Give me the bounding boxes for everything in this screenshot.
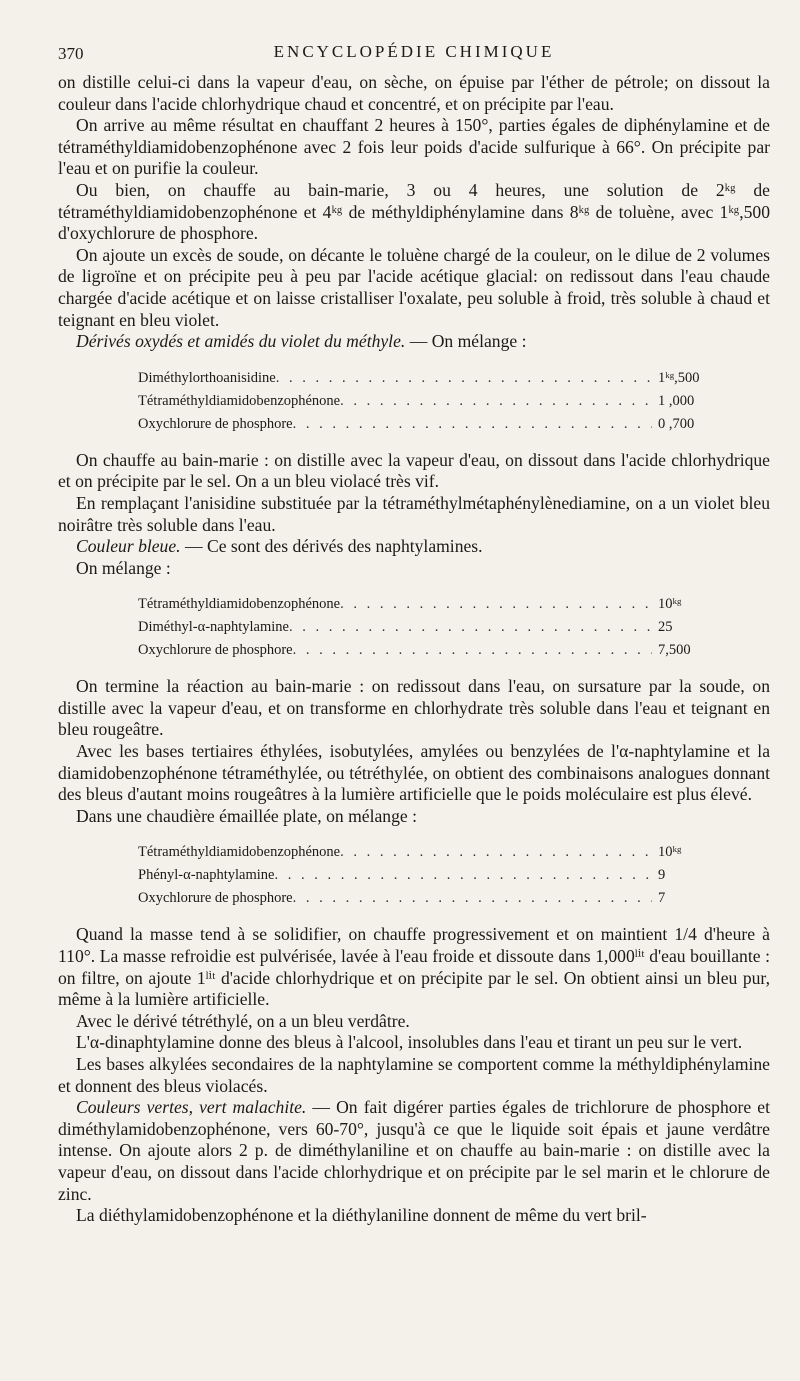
ingredient-name: Tétraméthyldiamidobenzophénone [138,596,341,613]
recipe-row [138,864,738,887]
paragraph: On termine la réaction au bain-marie : on redissout dans l'eau, on sursature par la soude, on distille avec la vapeur d'eau, et on transforme en chlorhydrate très soluble dans l'eau et teignant en bleu rougeâtre. [58,676,770,740]
leader-dots [340,593,652,616]
ingredient-quantity: 0 ,700 [658,415,695,432]
ingredient-name: Oxychlorure de phosphore [138,890,293,907]
section-heading-oxydes: Dérivés oxydés et amidés du violet du méthyle. — On mélange : [76,331,527,352]
running-title: ENCYCLOPÉDIE CHIMIQUE [273,42,555,61]
paragraph: Ou bien, on chauffe au bain-marie, 3 ou 4 heures, une solution de 2ᵏᵍ de tétraméthyldiamidobenzophénone et 4ᵏᵍ de méthyldiphénylamine dans 8ᵏᵍ de toluène, avec 1ᵏᵍ,500 d'oxychlorure de phosphore. [58,179,770,244]
mix-intro: On mélange : [76,557,171,578]
leader-dots [274,864,652,887]
section-heading-bleue: Couleur bleue. — Ce sont des dérivés des naphtylamines. [76,536,483,557]
leader-dots [293,413,652,436]
paragraph: on distille celui-ci dans la vapeur d'eau, on sèche, on épuise par l'éther de pétrole; on dissout la couleur dans l'acide chlorhydrique chaud et concentré, et on précipite par l'eau. [58,72,770,114]
leader-dots [276,367,652,390]
paragraph: L'α-dinaphtylamine donne des bleus à l'alcool, insolubles dans l'eau et tirant un peu sur le vert. [76,1032,743,1053]
ingredient-name: Tétraméthyldiamidobenzophénone [138,844,341,861]
paragraph-group-e [58,1205,770,1227]
recipe-row [138,841,738,864]
paragraph: Avec les bases tertiaires éthylées, isobutylées, amylées ou benzylées de l'α-naphtylamine et la diamidobenzophénone tétraméthylée, ou tétréthylée, on obtient des combinaisons analogues donnant des bleus d'autant moins rougeâtres à la lumière artificielle que le poids moléculaire est plus élevé. [58,741,770,805]
paragraph: En remplaçant l'anisidine substituée par la tétraméthylmétaphénylènediamine, on a un violet bleu noirâtre très soluble dans l'eau. [58,492,770,535]
paragraph-group-a [58,72,770,331]
ingredient-name: Diméthylorthoanisidine [138,369,276,386]
ingredient-name: Phényl-α-naphtylamine [138,867,275,884]
paragraph: On ajoute un excès de soude, on décante le toluène chargé de la couleur, on le dilue de 2 volumes de ligroïne et on précipite peu à peu par l'acide acétique glacial: on redissout dans l'eau chaude chargée d'acide acétique et on laisse cristalliser l'oxalate, peu soluble à froid, très soluble à chaud et teignant en bleu violet. [58,244,770,330]
paragraph: On arrive au même résultat en chauffant 2 heures à 150°, parties égales de diphénylamine et de tétraméthyldiamidobenzophénone avec 2 fois leur poids d'acide sulfurique à 66°. On précipite par l'eau et on purifie la couleur. [58,115,770,179]
ingredient-quantity: 1ᵏᵍ,500 [658,369,700,386]
recipe-table-1 [138,367,738,436]
body-text-2 [58,450,770,580]
recipe-table-2 [138,593,738,662]
leader-dots [340,841,652,864]
page-number: 370 [58,44,84,63]
ingredient-quantity: 9 [658,867,666,884]
section-heading-vertes: Couleurs vertes, vert malachite. — On fait digérer parties égales de trichlorure de phosphore et diméthylamidobenzophénone, vers 60-70°, jusqu'à ce que le liquide soit épais et jaune verdâtre intense. On ajoute alors 2 p. de diméthylaniline et on chauffe au bain-marie : on distille avec la vapeur d'eau, on dissout dans l'acide chlorhydrique et on précipite par le sel marin et le chlorure de zinc. [58,1097,770,1204]
paragraph: Avec le dérivé tétréthylé, on a un bleu verdâtre. [76,1010,410,1031]
paragraph: On chauffe au bain-marie : on distille avec la vapeur d'eau, on dissout dans l'acide chlorhydrique et on précipite par le sel. On a un bleu violacé très vif. [58,449,770,492]
paragraph: Dans une chaudière émaillée plate, on mélange : [76,805,417,826]
ingredient-quantity: 7 [658,890,666,907]
leader-dots [340,390,652,413]
paragraph-group-b [58,450,770,536]
recipe-row [138,593,738,616]
recipe-row [138,413,738,436]
body-text [58,72,770,353]
recipe-row [138,639,738,662]
paragraph: Quand la masse tend à se solidifier, on chauffe progressivement et on maintient 1/4 d'heure à 110°. La masse refroidie est pulvérisée, lavée à l'eau froide et dissoute dans 1,000ˡⁱᵗ d'eau bouillante : on filtre, on ajoute 1ˡⁱᵗ d'acide chlorhydrique et on précipite par le sel. On obtient ainsi un bleu pur, même à la lumière artificielle. [58,924,770,1010]
ingredient-name: Oxychlorure de phosphore [138,415,293,432]
leader-dots [293,639,652,662]
leader-dots [293,887,652,910]
paragraph-group-c [58,676,770,827]
recipe-row [138,367,738,390]
recipe-row [138,616,738,639]
ingredient-quantity: 25 [658,619,673,636]
leader-dots [289,616,652,639]
ingredient-name: Diméthyl-α-naphtylamine [138,619,289,636]
paragraph: Les bases alkylées secondaires de la naphtylamine se comportent comme la méthyldiphénylamine et donnent des bleus violacés. [58,1054,770,1096]
recipe-row [138,887,738,910]
ingredient-name: Oxychlorure de phosphore [138,642,293,659]
recipe-table-3 [138,841,738,910]
recipe-row [138,390,738,413]
ingredient-quantity: 7,500 [658,642,691,659]
running-header [58,36,770,72]
body-text-3 [58,676,770,827]
body-text-4 [58,924,770,1226]
ingredient-quantity: 1 ,000 [658,392,695,409]
paragraph-group-d [58,924,770,1097]
ingredient-name: Tétraméthyldiamidobenzophénone [138,392,341,409]
paragraph: La diéthylamidobenzophénone et la diéthylaniline donnent de même du vert bril- [76,1205,647,1226]
ingredient-quantity: 10ᵏᵍ [658,596,682,613]
ingredient-quantity: 10ᵏᵍ [658,844,682,861]
